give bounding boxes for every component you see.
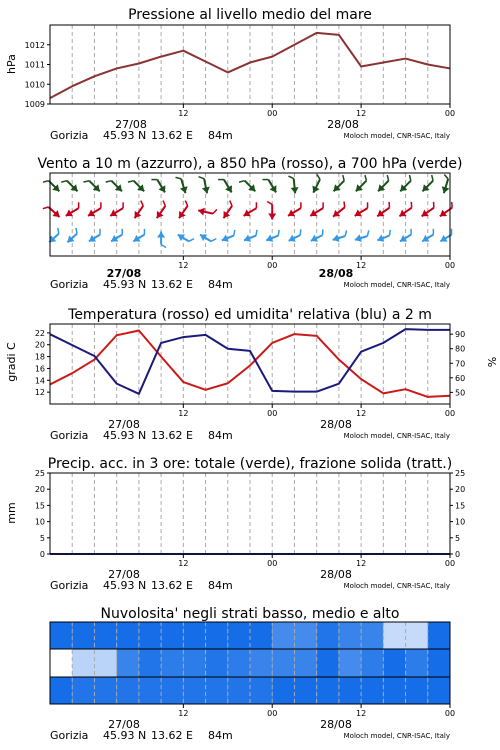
- wind-arrow: [355, 230, 369, 241]
- y-tick-label: 0: [455, 550, 461, 559]
- cloud-cell: [294, 622, 316, 649]
- wind-arrow: [200, 234, 216, 241]
- cloud-cell: [117, 622, 139, 649]
- wind-arrow-feather: [343, 175, 344, 181]
- y-tick-label: 1012: [24, 40, 45, 50]
- x-tick-label: 00: [267, 261, 278, 270]
- wind-arrow: [176, 177, 188, 193]
- cloud-cell: [428, 649, 450, 677]
- cloud-cell: [117, 649, 139, 677]
- cloud-cell: [139, 622, 161, 649]
- y-tick-label: 60: [455, 373, 466, 383]
- station-info: [50, 129, 233, 142]
- y-tick-label: 1011: [24, 60, 45, 70]
- station-lon: 13.62 E: [151, 278, 193, 291]
- station-name: Gorizia: [50, 129, 89, 142]
- x-tick-label: 12: [178, 109, 189, 118]
- cloud-cell: [294, 649, 316, 677]
- model-credit: Moloch model, CNR-ISAC, Italy: [343, 432, 450, 440]
- temperature-title: Temperatura (rosso) ed umidita' relativa (blu) a 2 m: [68, 307, 432, 323]
- y-tick-label: 0: [39, 550, 45, 559]
- station-info: [50, 579, 233, 592]
- date-label: 27/08: [106, 267, 142, 280]
- cloud-cell: [250, 677, 272, 704]
- cloud-cell: [428, 677, 450, 704]
- pressure-plot-frame: [50, 25, 450, 104]
- date-label: 27/08: [108, 568, 140, 581]
- wind-arrow-feather: [163, 201, 165, 206]
- station-info: [50, 429, 233, 442]
- wind-arrow: [267, 202, 276, 220]
- wind-arrow-head: [291, 187, 299, 193]
- cloud-cell: [228, 649, 250, 677]
- station-lat: 45.93 N: [103, 129, 147, 142]
- cloud-cell: [206, 622, 228, 649]
- wind-arrow: [178, 234, 194, 241]
- wind-arrow: [43, 207, 60, 217]
- pressure-ylabel: hPa: [5, 54, 18, 74]
- wind-arrow-feather: [256, 230, 257, 236]
- wind-arrow-head: [157, 232, 165, 238]
- x-tick-label: 12: [178, 709, 189, 718]
- cloud-cell: [183, 677, 205, 704]
- y-tick-label: 12: [34, 388, 45, 398]
- x-tick-label: 00: [267, 409, 278, 418]
- precipitation-ylabel: mm: [5, 502, 18, 524]
- y-tick-label: 20: [34, 340, 45, 350]
- wind-arrow-feather: [211, 239, 216, 242]
- cloud-cell: [72, 649, 94, 677]
- x-tick-label: 12: [356, 409, 367, 418]
- station-lat: 45.93 N: [103, 429, 147, 442]
- wind-arrow-feather: [278, 230, 279, 236]
- wind-arrow: [83, 181, 99, 192]
- cloud-cell: [139, 649, 161, 677]
- wind-arrow-feather: [387, 175, 388, 181]
- pressure-panel: [5, 7, 455, 142]
- cloud-cell: [72, 677, 94, 704]
- pressure-title: Pressione al livello medio del mare: [128, 7, 372, 23]
- date-label: 27/08: [108, 718, 140, 731]
- wind-arrow: [157, 232, 166, 248]
- x-tick-label: 12: [178, 261, 189, 270]
- date-label: 27/08: [108, 418, 140, 431]
- x-tick-label: 12: [178, 559, 189, 568]
- y-tick-label: 25: [34, 469, 45, 478]
- station-lat: 45.93 N: [103, 278, 147, 291]
- wind-arrow: [333, 230, 347, 241]
- model-credit: Moloch model, CNR-ISAC, Italy: [343, 132, 450, 140]
- cloud-cell: [183, 649, 205, 677]
- wind-arrow-feather: [61, 181, 67, 182]
- cloud-cell: [361, 649, 383, 677]
- cloud-cell: [94, 649, 116, 677]
- wind-arrow-feather: [161, 245, 166, 248]
- date-label: 28/08: [320, 718, 352, 731]
- wind-arrow-feather: [176, 177, 182, 178]
- y-tick-label: 20: [455, 485, 466, 495]
- station-lon: 13.62 E: [151, 129, 193, 142]
- y-tick-label: 10: [34, 517, 45, 527]
- wind-arrow-feather: [58, 228, 59, 234]
- cloud-cell: [50, 622, 72, 649]
- date-label: 28/08: [320, 568, 352, 581]
- cloud-title: Nuvolosita' negli strati basso, medio e alto: [100, 606, 400, 622]
- wind-arrow: [442, 175, 450, 194]
- cloud-cell: [272, 649, 294, 677]
- wind-arrow-feather: [43, 181, 49, 182]
- station-name: Gorizia: [50, 729, 89, 742]
- precipitation-title: Precip. acc. in 3 ore: totale (verde), frazione solida (tratt.): [47, 456, 453, 472]
- wind-arrow-feather: [230, 201, 232, 206]
- cloud-cell: [161, 677, 183, 704]
- temperature-panel: [5, 307, 498, 442]
- station-alt: 84m: [208, 278, 233, 291]
- cloud-cell: [339, 649, 361, 677]
- cloud-cell: [117, 677, 139, 704]
- cloud-cell: [317, 677, 339, 704]
- y-tick-label: 1010: [24, 80, 45, 90]
- wind-arrow: [43, 181, 59, 192]
- x-tick-label: 00: [444, 559, 456, 568]
- station-info: [50, 278, 233, 291]
- y-tick-label: 1009: [24, 100, 45, 109]
- wind-arrow: [263, 180, 277, 193]
- cloud-cell: [428, 622, 450, 649]
- wind-arrow-feather: [344, 202, 345, 208]
- wind-arrow-feather: [76, 228, 77, 234]
- cloud-cell: [272, 622, 294, 649]
- station-name: Gorizia: [50, 579, 89, 592]
- wind-arrow-feather: [199, 177, 204, 179]
- cloud-cell: [317, 649, 339, 677]
- y-tick-label: 70: [455, 359, 466, 369]
- wind-arrow-feather: [234, 230, 235, 236]
- wind-arrow-feather: [83, 181, 89, 182]
- y-tick-label: 5: [39, 533, 45, 543]
- wind-arrow-feather: [367, 230, 368, 236]
- wind-arrow-feather: [189, 239, 194, 242]
- date-label: 28/08: [320, 418, 352, 431]
- y-tick-label: 18: [34, 352, 45, 362]
- cloud-cell: [250, 622, 272, 649]
- wind-arrow: [198, 208, 217, 216]
- cloud-cell: [250, 649, 272, 677]
- date-label: 27/08: [115, 118, 147, 131]
- station-name: Gorizia: [50, 429, 89, 442]
- cloud-cell: [183, 622, 205, 649]
- cloud-cell: [294, 677, 316, 704]
- x-tick-label: 12: [356, 109, 367, 118]
- date-label: 28/08: [327, 118, 359, 131]
- cloud-cell: [161, 649, 183, 677]
- cloud-cell: [50, 677, 72, 704]
- y-tick-label: 15: [455, 501, 466, 511]
- wind-arrow: [151, 180, 165, 193]
- cloud-cell: [272, 677, 294, 704]
- wind-title: Vento a 10 m (azzurro), a 850 hPa (rosso), a 700 hPa (verde): [37, 156, 463, 172]
- temperature-ylabel: gradi C: [5, 342, 18, 382]
- wind-arrow-feather: [389, 230, 390, 236]
- y-tick-label: 10: [455, 517, 466, 527]
- station-info: [50, 729, 233, 742]
- cloud-cell: [361, 622, 383, 649]
- wind-arrow-feather: [444, 175, 448, 179]
- cloud-cell: [339, 622, 361, 649]
- wind-arrow-feather: [106, 181, 112, 182]
- station-lon: 13.62 E: [151, 429, 193, 442]
- x-tick-label: 00: [444, 109, 456, 118]
- cloud-cell: [206, 649, 228, 677]
- x-tick-label: 12: [356, 559, 367, 568]
- y-tick-label: 20: [34, 485, 45, 495]
- y-tick-label: 90: [455, 330, 466, 340]
- y-tick-label: 50: [455, 388, 466, 398]
- x-tick-label: 00: [444, 409, 456, 418]
- y-tick-label: 14: [34, 376, 45, 386]
- cloud-cell: [50, 649, 72, 677]
- y-tick-label: 25: [455, 469, 466, 478]
- station-alt: 84m: [208, 579, 233, 592]
- x-tick-label: 00: [267, 109, 278, 118]
- model-credit: Moloch model, CNR-ISAC, Italy: [343, 582, 450, 590]
- wind-arrow-feather: [409, 175, 410, 181]
- cloud-cell: [94, 622, 116, 649]
- cloud-cell: [383, 649, 405, 677]
- station-lon: 13.62 E: [151, 729, 193, 742]
- station-alt: 84m: [208, 129, 233, 142]
- wind-arrow-feather: [128, 181, 134, 182]
- cloud-cell: [361, 677, 383, 704]
- wind-arrow-feather: [239, 181, 245, 182]
- station-name: Gorizia: [50, 278, 89, 291]
- cloud-cell: [383, 677, 405, 704]
- wind-arrow-feather: [267, 202, 272, 205]
- station-lon: 13.62 E: [151, 579, 193, 592]
- station-lat: 45.93 N: [103, 729, 147, 742]
- station-lat: 45.93 N: [103, 579, 147, 592]
- wind-arrow: [49, 228, 59, 242]
- model-credit: Moloch model, CNR-ISAC, Italy: [343, 732, 450, 740]
- cloud-cell: [406, 677, 428, 704]
- y-tick-label: 15: [34, 501, 45, 511]
- cloud-cell: [139, 677, 161, 704]
- cloud-cell: [339, 677, 361, 704]
- station-alt: 84m: [208, 429, 233, 442]
- wind-arrow: [218, 180, 232, 193]
- cloud-cell: [228, 677, 250, 704]
- x-tick-label: 12: [178, 409, 189, 418]
- y-tick-label: 16: [34, 364, 45, 374]
- wind-arrow-feather: [288, 176, 293, 178]
- precipitation-panel: [5, 456, 465, 592]
- cloud-panel: [50, 606, 455, 742]
- wind-arrow: [239, 181, 255, 192]
- y-tick-label: 22: [34, 328, 45, 338]
- x-tick-label: 12: [356, 709, 367, 718]
- cloud-cell: [161, 622, 183, 649]
- cloud-cell: [206, 677, 228, 704]
- wind-arrow-feather: [141, 201, 143, 206]
- wind-arrow-head: [268, 214, 276, 220]
- wind-arrow-head: [198, 208, 205, 216]
- cloud-cell: [94, 677, 116, 704]
- cloud-cell: [72, 622, 94, 649]
- wind-arrow-feather: [43, 207, 49, 209]
- x-tick-label: 00: [444, 709, 456, 718]
- x-tick-label: 00: [267, 709, 278, 718]
- cloud-cell: [317, 622, 339, 649]
- model-credit: Moloch model, CNR-ISAC, Italy: [343, 281, 450, 289]
- x-tick-label: 00: [267, 559, 278, 568]
- cloud-cell: [406, 649, 428, 677]
- x-tick-label: 00: [444, 261, 456, 270]
- x-tick-label: 12: [356, 261, 367, 270]
- wind-arrow-feather: [432, 175, 433, 181]
- wind-arrow-feather: [213, 209, 217, 213]
- wind-panel: [37, 156, 462, 291]
- wind-arrow: [199, 177, 210, 194]
- precipitation-plot-frame: [50, 473, 450, 554]
- cloud-cell: [406, 622, 428, 649]
- wind-arrow-feather: [317, 174, 320, 179]
- wind-arrow: [61, 181, 77, 192]
- wind-arrow-feather: [185, 201, 187, 206]
- wind-arrow-feather: [345, 230, 346, 236]
- humidity-ylabel: %: [485, 356, 498, 368]
- station-alt: 84m: [208, 729, 233, 742]
- y-tick-label: 5: [455, 533, 461, 543]
- wind-arrow: [128, 181, 144, 192]
- y-tick-label: 80: [455, 344, 466, 354]
- cloud-cell: [383, 622, 405, 649]
- date-label: 28/08: [318, 267, 354, 280]
- wind-arrow: [288, 176, 298, 193]
- wind-arrow-feather: [365, 175, 366, 181]
- wind-arrow: [106, 181, 122, 192]
- cloud-cell: [228, 622, 250, 649]
